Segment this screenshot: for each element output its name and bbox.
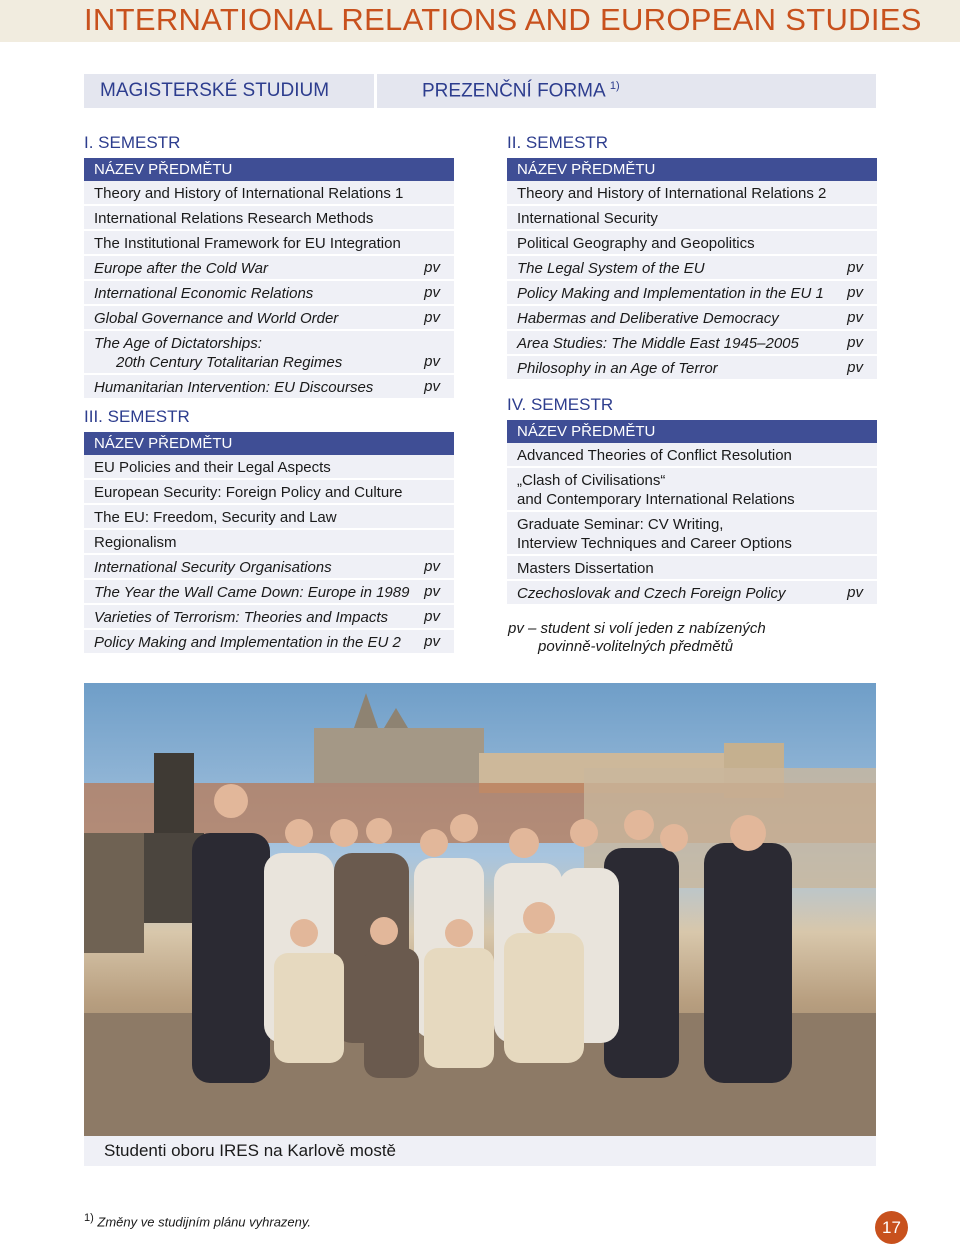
course-column-header: NÁZEV PŘEDMĚTU (84, 158, 454, 181)
course-name: International Security Organisations (94, 559, 332, 576)
course-column-header: NÁZEV PŘEDMĚTU (507, 420, 877, 443)
semester-2-section (507, 132, 877, 381)
course-column-header: NÁZEV PŘEDMĚTU (507, 158, 877, 181)
course-row (507, 356, 877, 381)
course-row (507, 181, 877, 206)
course-row (84, 505, 454, 530)
course-row (84, 480, 454, 505)
course-row (84, 181, 454, 206)
pv-marker: pv (424, 608, 440, 625)
pv-marker: pv (847, 359, 863, 376)
photo-caption-text: Studenti oboru IRES na Karlově mostě (104, 1141, 396, 1160)
course-row (507, 231, 877, 256)
pv-marker: pv (424, 284, 440, 301)
course-row (507, 206, 877, 231)
course-row (84, 256, 454, 281)
pv-marker: pv (847, 309, 863, 326)
semester-title: IV. SEMESTR (507, 395, 614, 414)
semester-title: II. SEMESTR (507, 133, 609, 152)
course-row (507, 256, 877, 281)
course-name: European Security: Foreign Policy and Culture (94, 484, 403, 501)
page-title: INTERNATIONAL RELATIONS AND EUROPEAN STUDIES (84, 2, 922, 37)
course-name: Habermas and Deliberative Democracy (517, 310, 779, 327)
course-row (507, 512, 877, 556)
course-row (84, 605, 454, 630)
course-row (84, 455, 454, 480)
course-name-continued: Interview Techniques and Career Options (517, 535, 792, 552)
course-row (84, 555, 454, 580)
course-name: Masters Dissertation (517, 560, 654, 577)
course-name: Czechoslovak and Czech Foreign Policy (517, 585, 786, 602)
semester-3-section (84, 406, 454, 655)
course-name: Area Studies: The Middle East 1945–2005 (517, 335, 799, 352)
course-name: The Year the Wall Came Down: Europe in 1989 (94, 584, 410, 601)
course-name: Political Geography and Geopolitics (517, 235, 755, 252)
course-row (84, 630, 454, 655)
course-name: The EU: Freedom, Security and Law (94, 509, 337, 526)
semester-4-section (507, 394, 877, 606)
course-name: Graduate Seminar: CV Writing, (517, 516, 724, 533)
course-row (507, 468, 877, 512)
course-row (84, 281, 454, 306)
course-name: EU Policies and their Legal Aspects (94, 459, 331, 476)
course-row (84, 375, 454, 400)
course-row (507, 306, 877, 331)
course-name: Theory and History of International Relations 1 (94, 185, 404, 202)
pv-marker: pv (424, 378, 440, 395)
pv-marker: pv (424, 633, 440, 650)
course-name-continued: and Contemporary International Relations (517, 491, 795, 508)
course-row (507, 281, 877, 306)
course-row (84, 331, 454, 375)
course-row (84, 530, 454, 555)
course-row (84, 206, 454, 231)
pv-marker: pv (847, 259, 863, 276)
course-name: Policy Making and Implementation in the EU 1 (517, 285, 824, 302)
course-name-continued: 20th Century Totalitarian Regimes (116, 354, 343, 371)
course-name: International Economic Relations (94, 285, 314, 302)
semester-title: III. SEMESTR (84, 407, 190, 426)
course-name: „Clash of Civilisations“ (517, 472, 666, 489)
semester-title: I. SEMESTR (84, 133, 181, 152)
pv-marker: pv (847, 334, 863, 351)
photo-caption (84, 1136, 876, 1166)
course-row (507, 581, 877, 606)
course-name: International Relations Research Methods (94, 210, 374, 227)
course-name: Varieties of Terrorism: Theories and Impacts (94, 609, 389, 626)
course-name: The Legal System of the EU (517, 260, 705, 277)
course-name: Theory and History of International Relations 2 (517, 185, 827, 202)
course-name: Global Governance and World Order (94, 310, 339, 327)
course-row (507, 331, 877, 356)
page-header (0, 0, 960, 42)
pv-marker: pv (424, 558, 440, 575)
study-type-label: MAGISTERSKÉ STUDIUM (100, 80, 330, 101)
footnote (84, 1212, 311, 1229)
footnote-marker: 1) (84, 1212, 94, 1224)
course-column-header: NÁZEV PŘEDMĚTU (84, 432, 454, 455)
footnote-text: Změny ve studijním plánu vyhrazeny. (97, 1214, 312, 1230)
course-name: Philosophy in an Age of Terror (517, 360, 718, 377)
course-row (84, 580, 454, 605)
course-name: Regionalism (94, 534, 177, 551)
course-name: Europe after the Cold War (94, 260, 268, 277)
page-number: 17 (875, 1211, 908, 1244)
course-name: International Security (517, 210, 658, 227)
study-form-footnote-marker: 1) (609, 80, 620, 92)
course-name: The Age of Dictatorships: (94, 335, 262, 352)
pv-legend (508, 620, 766, 656)
study-form-label: PREZENČNÍ FORMA $^{1)}$ (422, 80, 620, 102)
course-name: The Institutional Framework for EU Integration (94, 235, 401, 252)
pv-marker: pv (424, 353, 440, 370)
pv-marker: pv (847, 284, 863, 301)
pv-marker: pv (424, 309, 440, 326)
study-type-bar (84, 74, 374, 108)
pv-marker: pv (424, 583, 440, 600)
course-name: Policy Making and Implementation in the EU 2 (94, 634, 401, 651)
course-row (84, 306, 454, 331)
course-row (507, 556, 877, 581)
pv-legend-line-1: pv – student si volí jeden z nabízených (508, 620, 766, 637)
pv-marker: pv (424, 259, 440, 276)
group-photo-illustration (84, 683, 876, 1136)
semester-1-section (84, 132, 454, 400)
course-row (84, 231, 454, 256)
course-name: Advanced Theories of Conflict Resolution (517, 447, 792, 464)
course-name: Humanitarian Intervention: EU Discourses (94, 379, 374, 396)
course-row (507, 443, 877, 468)
pv-marker: pv (847, 584, 863, 601)
pv-legend-line-2: povinně-volitelných předmětů (538, 638, 734, 655)
group-photo (84, 683, 876, 1136)
study-form-bar (377, 74, 876, 108)
